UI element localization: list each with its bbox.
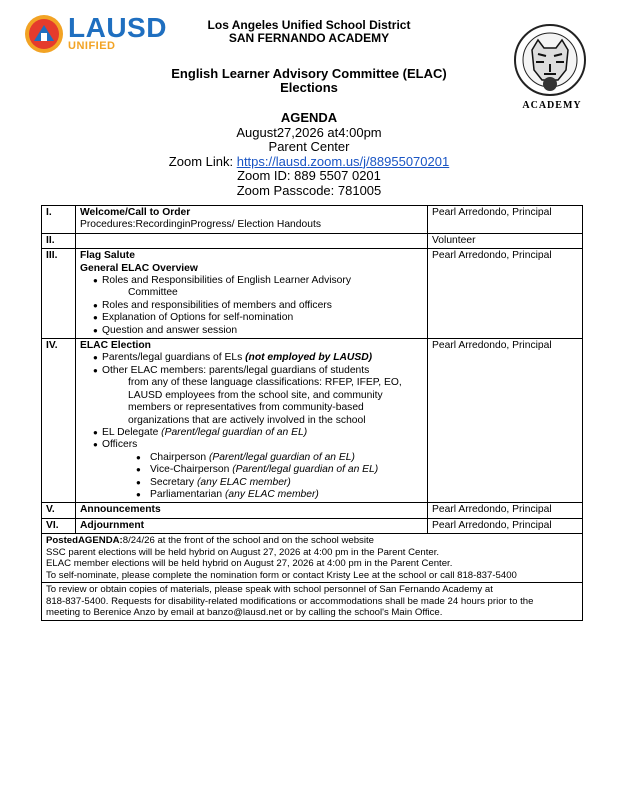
bullet-list <box>80 352 423 501</box>
committee-header <box>0 67 618 95</box>
item-responsible: Pearl Arredondo, Principal <box>428 339 583 503</box>
list-item: ● Other ELAC members: parents/legal guardians of students from any of these language classifications: RFEP, IFEP, EO, LAUSD employees from the school site, and community members or representatives from community-based organizations that are actively involved in the school <box>80 365 423 427</box>
table-row <box>42 503 583 518</box>
list-item: ● Chairperson (Parent/legal guardian of an EL) <box>80 452 423 464</box>
academy-logo-text: ACADEMY <box>522 100 582 111</box>
zoom-link-line <box>0 155 618 170</box>
list-item: ● EL Delegate (Parent/legal guardian of an EL) <box>80 427 423 439</box>
zoom-link-label: Zoom Link: <box>168 153 237 169</box>
list-item: ● Secretary (any ELAC member) <box>80 477 423 489</box>
lausd-logo-text: LAUSD <box>68 12 167 43</box>
list-item: ● Vice-Chairperson (Parent/legal guardian of an EL) <box>80 464 423 476</box>
agenda-header <box>0 111 618 198</box>
item-subtitle: General ELAC Overview <box>80 262 198 274</box>
posted-label: PostedAGENDA: <box>46 535 123 547</box>
lausd-unified-text: UNIFIED <box>68 40 116 52</box>
posted-text: 8/24/26 at the front of the school and on the school website <box>122 535 374 547</box>
item-content <box>76 233 428 248</box>
item-number: III. <box>42 249 76 339</box>
list-item: ● Roles and responsibilities of members and officers <box>80 300 423 312</box>
agenda-title: AGENDA <box>280 110 338 125</box>
committee-subtitle: Elections <box>280 80 338 95</box>
item-title: Announcements <box>76 503 428 518</box>
zoom-id: Zoom ID: 889 5507 0201 <box>237 168 381 183</box>
item-responsible: Pearl Arredondo, Principal <box>428 503 583 518</box>
item-number: VI. <box>42 518 76 533</box>
table-row <box>42 534 583 583</box>
district-header <box>0 19 618 45</box>
item-number: IV. <box>42 339 76 503</box>
ssc-election-note: SSC parent elections will be held hybrid on August 27, 2026 at 4:00 pm in the Parent Center. <box>46 546 440 558</box>
list-item: ● Question and answer session <box>80 325 423 337</box>
list-item: ● Parliamentarian (any ELAC member) <box>80 489 423 501</box>
zoom-link[interactable]: https://lausd.zoom.us/j/88955070201 <box>236 153 450 169</box>
item-content <box>76 206 428 234</box>
list-item: ● Explanation of Options for self-nomination <box>80 312 423 324</box>
item-responsible: Volunteer <box>428 233 583 248</box>
meeting-date: August27,2026 at4:00pm <box>236 124 382 140</box>
item-responsible: Pearl Arredondo, Principal <box>428 249 583 339</box>
item-title: Adjournment <box>76 518 428 533</box>
table-row <box>42 583 583 621</box>
table-row <box>42 339 583 503</box>
item-content <box>76 339 428 503</box>
list-item: ● Officers <box>80 439 423 451</box>
table-row <box>42 249 583 339</box>
item-content <box>76 249 428 339</box>
agenda-table <box>41 205 583 621</box>
table-row <box>42 518 583 533</box>
table-row <box>42 206 583 234</box>
item-number: II. <box>42 233 76 248</box>
item-number: I. <box>42 206 76 234</box>
item-number: V. <box>42 503 76 518</box>
meeting-location: Parent Center <box>268 139 350 154</box>
school-name: SAN FERNANDO ACADEMY <box>228 31 390 45</box>
district-name: Los Angeles Unified School District <box>207 18 411 32</box>
item-title: Welcome/Call to Order <box>80 207 191 218</box>
item-subtext: Procedures:RecordinginProgress/ Election Handouts <box>80 219 321 231</box>
item-responsible: Pearl Arredondo, Principal <box>428 518 583 533</box>
elac-election-note: ELAC member elections will be held hybrid on August 27, 2026 at 4:00 pm in the Parent Center. <box>46 558 453 570</box>
bullet-list <box>80 275 423 337</box>
item-responsible: Pearl Arredondo, Principal <box>428 206 583 234</box>
list-item: ● Parents/legal guardians of ELs (not employed by LAUSD) <box>80 352 423 364</box>
committee-name: English Learner Advisory Committee (ELAC) <box>171 66 447 81</box>
item-title: ELAC Election <box>80 340 151 352</box>
list-item: ● Roles and Responsibilities of English Learner Advisory Committee <box>80 275 423 300</box>
item-title: Flag Salute <box>80 250 135 262</box>
posting-notice <box>42 534 583 583</box>
accessibility-notice: To review or obtain copies of materials, please speak with school personnel of San Fernando Academy at 818-837-5400. Requests for disability-related modifications or accommodations shall be made 24 hours prior to the meeting to Berenice Anzo by email at banzo@lausd.net or by calling the school's Main Office. <box>42 583 583 621</box>
table-row <box>42 233 583 248</box>
zoom-passcode: Zoom Passcode: 781005 <box>236 182 382 198</box>
self-nominate-note: To self-nominate, please complete the nomination form or contact Kristy Lee at the school or call 818-837-5400 <box>46 569 517 581</box>
